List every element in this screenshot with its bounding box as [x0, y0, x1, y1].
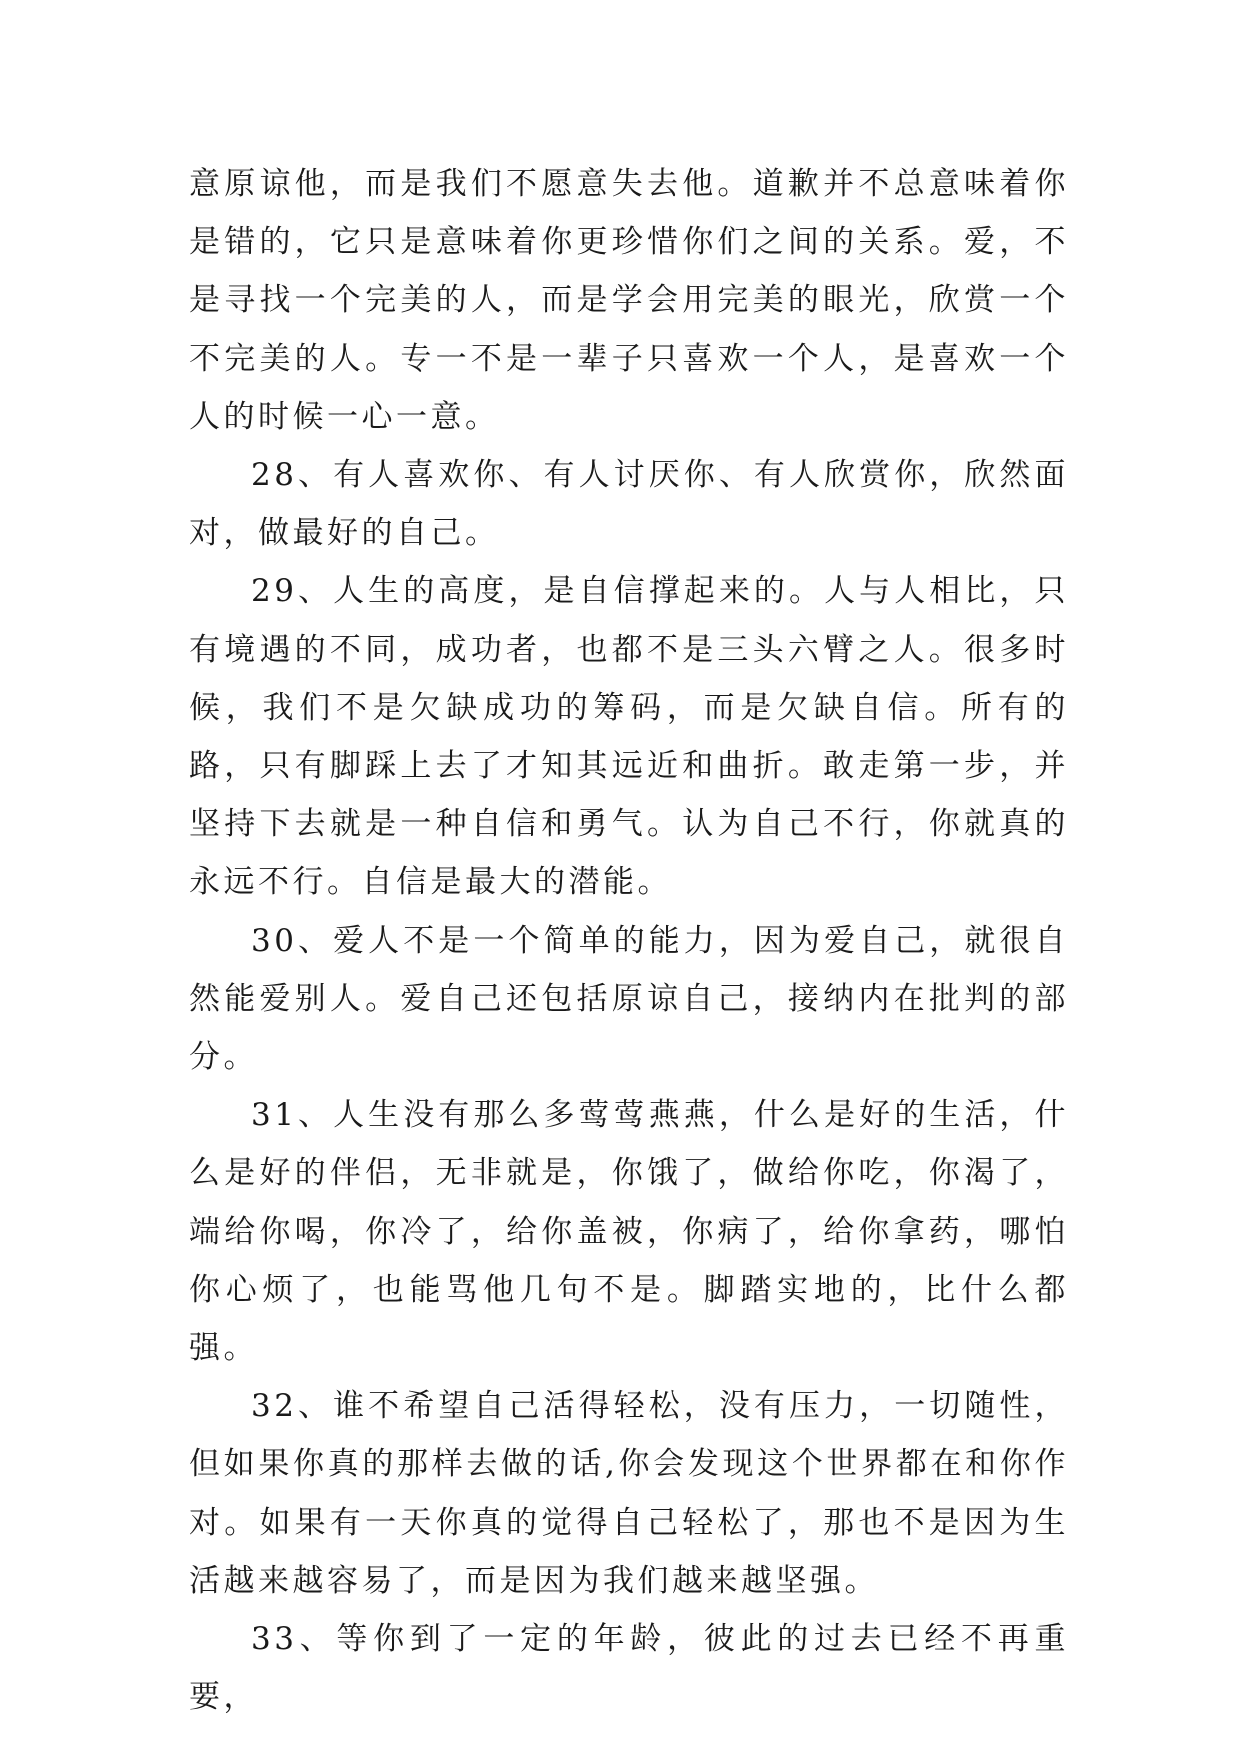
- paragraph-31: 31、人生没有那么多莺莺燕燕，什么是好的生活，什么是好的伴侣，无非就是，你饿了，做给你吃，你渴了，端给你喝，你冷了，给你盖被，你病了，给你拿药，哪怕你心烦了，也能骂他几句不是。脚踏实地的，比什么都强。: [189, 1097, 1069, 1367]
- paragraph-continuation: 意原谅他，而是我们不愿意失去他。道歉并不总意味着你是错的，它只是意味着你更珍惜你们之间的关系。爱，不是寻找一个完美的人，而是学会用完美的眼光，欣赏一个不完美的人。专一不是一辈子只喜欢一个人，是喜欢一个人的时候一心一意。: [189, 166, 1069, 435]
- paragraph-33: 33、等你到了一定的年龄，彼此的过去已经不再重要，: [189, 1621, 1069, 1716]
- paragraph-28: 28、有人喜欢你、有人讨厌你、有人欣赏你，欣然面对，做最好的自己。: [189, 457, 1069, 552]
- paragraph-32: 32、谁不希望自己活得轻松，没有压力，一切随性，但如果你真的那样去做的话,你会发现这个世界都在和你作对。如果有一天你真的觉得自己轻松了，那也不是因为生活越来越容易了，而是因为我们越来越坚强。: [189, 1388, 1069, 1599]
- body-text: [189, 155, 1069, 1726]
- paragraph-30: 30、爱人不是一个简单的能力，因为爱自己，就很自然能爱别人。爱自己还包括原谅自己，接纳内在批判的部分。: [189, 922, 1069, 1076]
- paragraph-29: 29、人生的高度，是自信撑起来的。人与人相比，只有境遇的不同，成功者，也都不是三头六臂之人。很多时候，我们不是欠缺成功的筹码，而是欠缺自信。所有的路，只有脚踩上去了才知其远近和曲折。敢走第一步，并坚持下去就是一种自信和勇气。认为自己不行，你就真的永远不行。自信是最大的潜能。: [189, 573, 1069, 901]
